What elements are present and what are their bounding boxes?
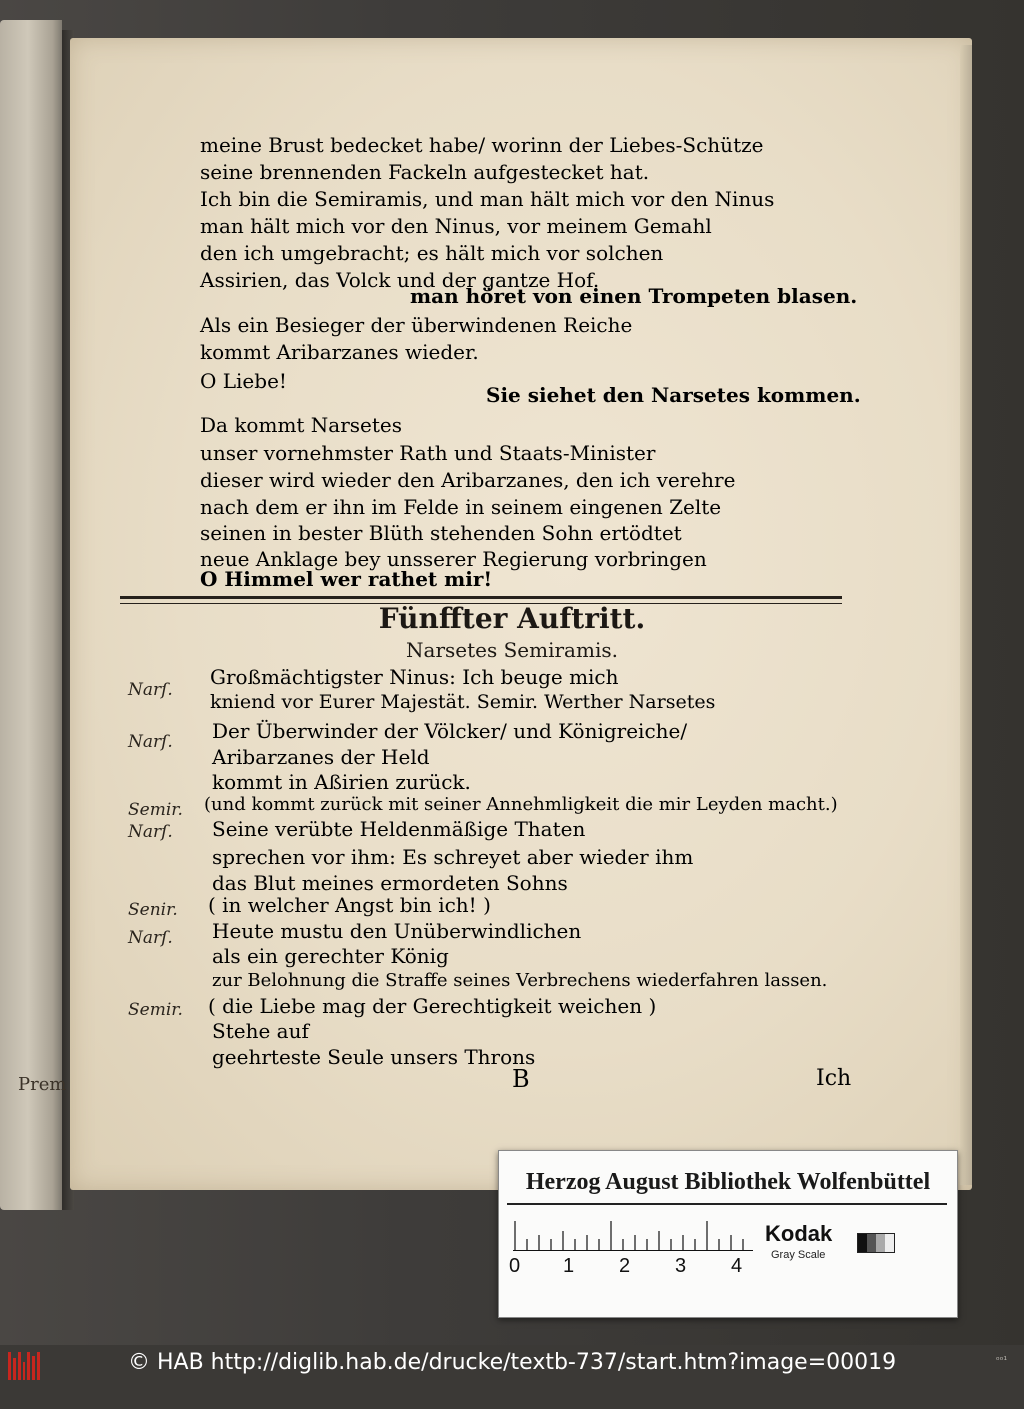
dialogue-line: geehrteste Seule unsers Throns xyxy=(212,1045,536,1069)
persons-line: Narsetes Semiramis. xyxy=(406,638,618,662)
ruler-number: 2 xyxy=(619,1255,631,1277)
text-line: seinen in bester Blüth stehenden Sohn ertödtet xyxy=(200,521,682,545)
text-line: meine Brust bedecket habe/ worinn der Liebes-Schütze xyxy=(200,133,764,157)
text-line: Assirien, das Volck und der gantze Hof. xyxy=(200,268,600,292)
text-line: kommt Aribarzanes wieder. xyxy=(200,340,479,364)
speaker-label: Senir. xyxy=(128,900,178,920)
text-line: dieser wird wieder den Aribarzanes, den ich verehre xyxy=(200,468,736,492)
left-margin-note: Prem xyxy=(18,1074,67,1095)
text-line: unser vornehmster Rath und Staats-Minister xyxy=(200,441,656,465)
dialogue-line: kommt in Aßirien zurück. xyxy=(212,770,471,794)
stage-direction: man höret von einen Trompeten blasen. xyxy=(410,284,858,308)
dialogue-line: kniend vor Eurer Majestät. Semir. Werther Narsetes xyxy=(210,691,716,713)
dialogue-line: ( in welcher Angst bin ich! ) xyxy=(208,893,491,917)
card-divider xyxy=(507,1203,947,1205)
dialogue-line: zur Belohnung die Straffe seines Verbrechens wiederfahren lassen. xyxy=(212,970,828,991)
text-line: seine brennenden Fackeln aufgestecket hat. xyxy=(200,160,650,184)
text-line: nach dem er ihn im Felde in seinem eingenen Zelte xyxy=(200,495,722,519)
footer-small-mark: ᵒᵒ¹ xyxy=(996,1356,1008,1366)
footer-url-text: © HAB http://diglib.hab.de/drucke/textb-737/start.htm?image=00019 xyxy=(128,1350,897,1375)
ruler-number: 0 xyxy=(509,1255,521,1277)
stage-direction: Sie siehet den Narsetes kommen. xyxy=(486,383,861,407)
gray-scale-swatch-icon xyxy=(857,1233,895,1253)
text-line: neue Anklage bey unsserer Regierung vorbringen xyxy=(200,547,707,571)
text-line: Ich bin die Semiramis, und man hält mich vor den Ninus xyxy=(200,187,775,211)
dialogue-line: als ein gerechter König xyxy=(212,944,449,968)
catchword: Ich xyxy=(816,1066,852,1091)
speaker-label: Narſ. xyxy=(128,928,173,948)
signature-mark: B xyxy=(512,1065,530,1093)
ruler-number: 3 xyxy=(675,1255,687,1277)
ruler-number: 1 xyxy=(563,1255,575,1277)
text-line: O Himmel wer rathet mir! xyxy=(200,567,493,591)
hab-logo-icon xyxy=(8,1352,40,1380)
dialogue-line: Stehe auf xyxy=(212,1019,309,1043)
kodak-logo: Kodak xyxy=(765,1221,833,1246)
dialogue-line: Aribarzanes der Held xyxy=(212,745,430,769)
card-title: Herzog August Bibliothek Wolfenbüttel xyxy=(525,1169,931,1195)
kodak-subtitle: Gray Scale xyxy=(771,1249,826,1261)
section-heading: Fünffter Auftritt. xyxy=(378,602,646,635)
text-line: den ich umgebracht; es hält mich vor solchen xyxy=(200,241,664,265)
speaker-label: Semir. xyxy=(128,800,183,820)
dialogue-line: das Blut meines ermordeten Sohns xyxy=(212,871,568,895)
speaker-label: Narſ. xyxy=(128,680,173,700)
text-line: Als ein Besieger der überwindenen Reiche xyxy=(200,313,633,337)
speaker-label: Semir. xyxy=(128,1000,183,1020)
text-line: Da kommt Narsetes xyxy=(200,413,403,437)
color-calibration-card xyxy=(498,1150,958,1318)
dialogue-line: (und kommt zurück mit seiner Annehmligkeit die mir Leyden macht.) xyxy=(204,794,838,815)
text-line: man hält mich vor den Ninus, vor meinem Gemahl xyxy=(200,214,712,238)
dialogue-line: ( die Liebe mag der Gerechtigkeit weichen ) xyxy=(208,994,657,1018)
dialogue-line: Heute mustu den Unüberwindlichen xyxy=(212,919,582,943)
ruler-icon xyxy=(513,1221,753,1251)
dialogue-line: Der Überwinder der Völcker/ und Königreiche/ xyxy=(212,719,688,743)
text-line: O Liebe! xyxy=(200,369,287,393)
dialogue-line: Großmächtigster Ninus: Ich beuge mich xyxy=(210,665,619,689)
dialogue-line: sprechen vor ihm: Es schreyet aber wieder ihm xyxy=(212,845,694,869)
speaker-label: Narſ. xyxy=(128,822,173,842)
speaker-label: Narſ. xyxy=(128,732,173,752)
dialogue-line: Seine verübte Heldenmäßige Thaten xyxy=(212,817,586,841)
ruler-number: 4 xyxy=(731,1255,743,1277)
